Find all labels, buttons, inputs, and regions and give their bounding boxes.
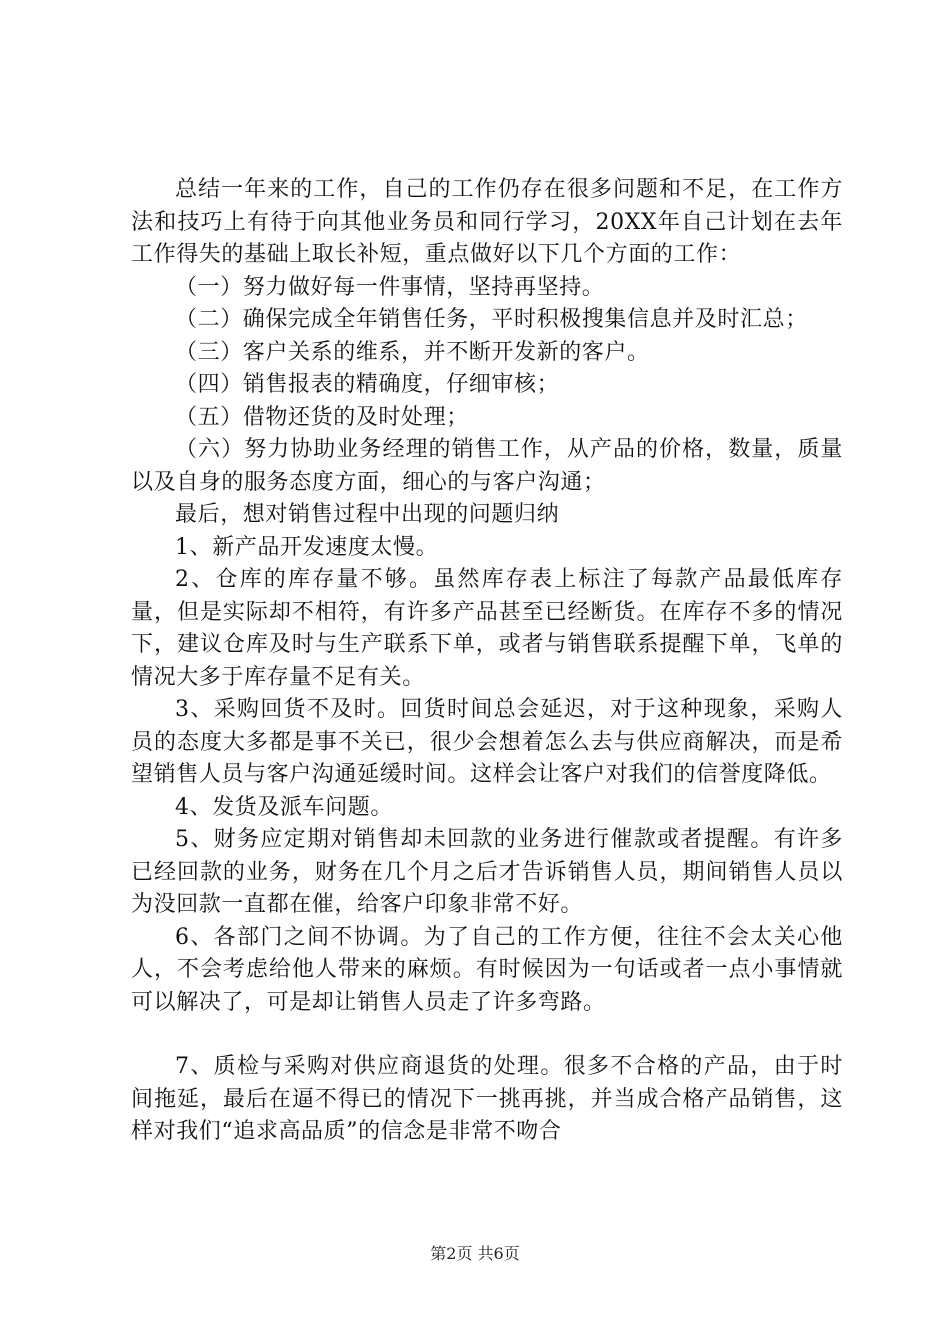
page-footer: 第2页 共6页 — [430, 1244, 520, 1263]
paragraph-problem-6: 6、各部门之间不协调。为了自己的工作方便，往往不会太关心他人，不会考虑给他人带来的麻烦。有时候因为一句话或者一点小事情就可以解决了，可是却让销售人员走了许多弯路。 — [131, 924, 843, 1015]
paragraph-problem-2: 2、仓库的库存量不够。虽然库存表上标注了每款产品最低库存量，但是实际却不相符，有许多产品甚至已经断货。在库存不多的情况下，建议仓库及时与生产联系下单，或者与销售联系提醒下单，飞单的情况大多于库存量不足有关。 — [131, 567, 843, 690]
paragraph-item-2: （二）确保完成全年销售任务，平时积极搜集信息并及时汇总； — [175, 307, 808, 332]
paragraph-problems-intro: 最后，想对销售过程中出现的问题归纳 — [175, 502, 560, 527]
paragraph-problem-3: 3、采购回货不及时。回货时间总会延迟，对于这种现象，采购人员的态度大多都是事不关已，很少会想着怎么去与供应商解决，而是希望销售人员与客户沟通延缓时间。这样会让客户对我们的信誉度降低。 — [131, 697, 843, 787]
paragraph-problem-7: 7、质检与采购对供应商退货的处理。很多不合格的产品，由于时间拖延，最后在逼不得已的情况下一挑再挑，并当成合格产品销售，这样对我们“追求高品质”的信念是非常不吻合 — [131, 1054, 843, 1144]
paragraph-item-6: （六）努力协助业务经理的销售工作，从产品的价格，数量，质量以及自身的服务态度方面，细心的与客户沟通； — [131, 437, 843, 495]
paragraph-item-3: （三）客户关系的维系，并不断开发新的客户。 — [175, 339, 650, 365]
paragraph-spacer — [131, 1019, 843, 1051]
paragraph-problem-1: 1、新产品开发速度太慢。 — [175, 534, 439, 560]
paragraph-summary: 总结一年来的工作，自己的工作仍存在很多问题和不足，在工作方法和技巧上有待于向其他业务员和同行学习，20XX年自己计划在去年工作得失的基础上取长补短，重点做好以下几个方面的工作： — [131, 177, 843, 267]
paragraph-problem-4: 4、发货及派车问题。 — [175, 794, 393, 820]
paragraph-item-4: （四）销售报表的精确度，仔细审核； — [175, 372, 560, 397]
document-body — [131, 174, 843, 1149]
paragraph-item-5: （五）借物还货的及时处理； — [175, 404, 469, 430]
paragraph-item-1: （一）努力做好每一件事情，坚持再坚持。 — [175, 274, 605, 300]
paragraph-problem-5: 5、财务应定期对销售却未回款的业务进行催款或者提醒。有许多已经回款的业务，财务在几个月之后才告诉销售人员，期间销售人员以为没回款一直都在催，给客户印象非常不好。 — [131, 827, 843, 917]
